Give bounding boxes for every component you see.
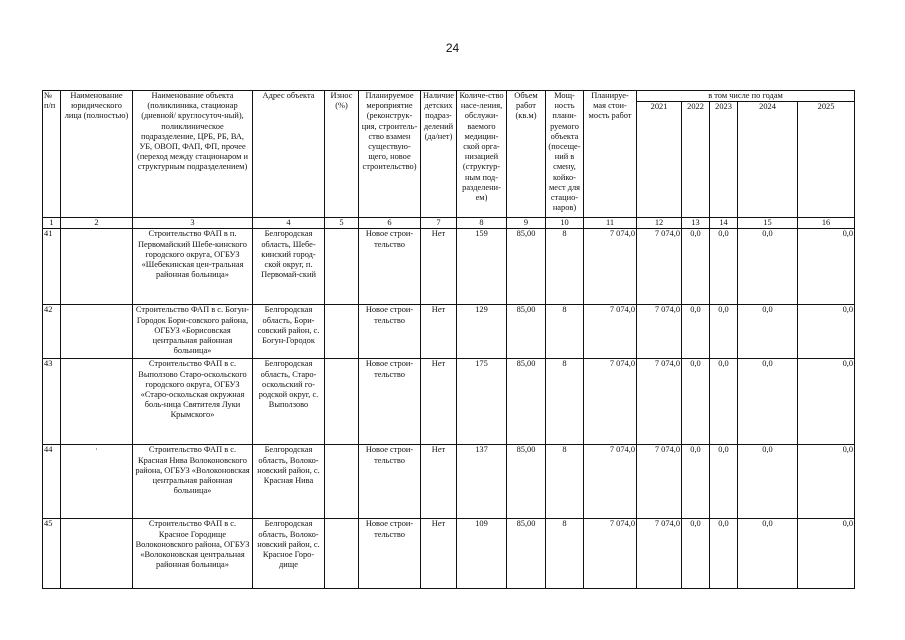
- wear-cell: [325, 359, 359, 445]
- address-cell: Белгородская область, Волоко-новский район, с. Красное Горо-дище: [253, 519, 325, 589]
- wear-cell: [325, 519, 359, 589]
- cost-cell: 7 074,0: [584, 305, 637, 359]
- population-cell: 137: [457, 445, 507, 519]
- object-cell: Строительство ФАП в с. Красное Городище Волоконовского района, ОГБУЗ «Волоконовская центральная районная больница»: [133, 519, 253, 589]
- year-2024-cell: 0,0: [738, 445, 798, 519]
- table-row: [43, 305, 855, 359]
- year-2025-cell: 0,0: [798, 229, 855, 305]
- year-2025-cell: 0,0: [798, 445, 855, 519]
- address-cell: Белгородская область, Старо-оскольский го-родской округ, с. Выползово: [253, 359, 325, 445]
- year-2022-cell: 0,0: [682, 229, 710, 305]
- year-2023-cell: 0,0: [710, 445, 738, 519]
- row-number: 41: [43, 229, 61, 305]
- column-number: 7: [421, 218, 457, 229]
- column-number: 5: [325, 218, 359, 229]
- year-2025-cell: 0,0: [798, 305, 855, 359]
- entity-cell: [61, 359, 133, 445]
- children-cell: Нет: [421, 519, 457, 589]
- facilities-table: [42, 90, 855, 589]
- volume-cell: 85,00: [507, 519, 546, 589]
- cost-cell: 7 074,0: [584, 445, 637, 519]
- column-number: 4: [253, 218, 325, 229]
- column-number: 16: [798, 218, 855, 229]
- header-num: № п/п: [43, 91, 61, 218]
- row-number: 42: [43, 305, 61, 359]
- year-2023-cell: 0,0: [710, 229, 738, 305]
- entity-cell: [61, 519, 133, 589]
- measure-cell: Новое строи-тельство: [359, 519, 421, 589]
- header-cost: Планируе-мая стои-мость работ: [584, 91, 637, 218]
- column-number: 2: [61, 218, 133, 229]
- year-2024-cell: 0,0: [738, 305, 798, 359]
- children-cell: Нет: [421, 359, 457, 445]
- column-number: 8: [457, 218, 507, 229]
- table-row: [43, 445, 855, 519]
- entity-cell: ·: [61, 445, 133, 519]
- address-cell: Белгородская область, Шебе-кинский город-ской округ, п. Первомай-ский: [253, 229, 325, 305]
- year-2024-cell: 0,0: [738, 229, 798, 305]
- entity-cell: [61, 305, 133, 359]
- column-number: 1: [43, 218, 61, 229]
- year-2021-cell: 7 074,0: [637, 519, 682, 589]
- wear-cell: [325, 229, 359, 305]
- capacity-cell: 8: [546, 519, 584, 589]
- object-cell: Строительство ФАП в с. Красная Нива Волоконовского района, ОГБУЗ «Волоконовская центральная районная больница»: [133, 445, 253, 519]
- column-number-row: [43, 218, 855, 229]
- year-2024-cell: 0,0: [738, 519, 798, 589]
- population-cell: 129: [457, 305, 507, 359]
- year-2022-cell: 0,0: [682, 359, 710, 445]
- year-2022-cell: 0,0: [682, 305, 710, 359]
- page-number: 24: [445, 41, 460, 55]
- row-number: 45: [43, 519, 61, 589]
- wear-cell: [325, 305, 359, 359]
- column-number: 13: [682, 218, 710, 229]
- object-cell: Строительство ФАП в с. Выползово Старо-оскольского городского округа, ОГБУЗ «Старо-оскольская окружная боль-ница Святителя Луки Крымского»: [133, 359, 253, 445]
- table-row: [43, 519, 855, 589]
- header-children: Наличие детских подраз-делений (да/нет): [421, 91, 457, 218]
- volume-cell: 85,00: [507, 305, 546, 359]
- population-cell: 175: [457, 359, 507, 445]
- year-2023-cell: 0,0: [710, 305, 738, 359]
- column-number: 12: [637, 218, 682, 229]
- measure-cell: Новое строи-тельство: [359, 229, 421, 305]
- header-row: [43, 91, 855, 102]
- column-number: 10: [546, 218, 584, 229]
- header-volume: Объем работ (кв.м): [507, 91, 546, 218]
- year-2021-cell: 7 074,0: [637, 229, 682, 305]
- header-year-2024: 2024: [738, 102, 798, 218]
- object-cell: Строительство ФАП в с. Богун-Городок Бори-совского района, ОГБУЗ «Борисовская центральная районная больница»: [133, 305, 253, 359]
- address-cell: Белгородская область, Бори-совский район, с. Богун-Городок: [253, 305, 325, 359]
- row-number: 43: [43, 359, 61, 445]
- header-entity: Наименование юридического лица (полностью): [61, 91, 133, 218]
- header-object: Наименование объекта (поликлиника, стационар (дневной/ круглосуточ-ный), поликлиническое подразделение, ЦРБ, РБ, ВА, УБ, ОВОП, ФАП, ФП, прочее (переход между стационаром и структурным подразделением): [133, 91, 253, 218]
- children-cell: Нет: [421, 305, 457, 359]
- header-year-2022: 2022: [682, 102, 710, 218]
- header-population: Количе-ство насе-ления, обслужи-ваемого медицин-ской орга-низацией (структур-ным под-разделени-ем): [457, 91, 507, 218]
- table-row: [43, 359, 855, 445]
- capacity-cell: 8: [546, 305, 584, 359]
- measure-cell: Новое строи-тельство: [359, 359, 421, 445]
- header-years-group: в том числе по годам: [637, 91, 855, 102]
- year-2022-cell: 0,0: [682, 519, 710, 589]
- population-cell: 109: [457, 519, 507, 589]
- year-2022-cell: 0,0: [682, 445, 710, 519]
- capacity-cell: 8: [546, 445, 584, 519]
- year-2021-cell: 7 074,0: [637, 445, 682, 519]
- year-2023-cell: 0,0: [710, 519, 738, 589]
- year-2021-cell: 7 074,0: [637, 359, 682, 445]
- column-number: 14: [710, 218, 738, 229]
- header-wear: Износ (%): [325, 91, 359, 218]
- measure-cell: Новое строи-тельство: [359, 445, 421, 519]
- header-capacity: Мощ-ность плани-руемого объекта (посеще-ний в смену, койко-мест для стацио-наров): [546, 91, 584, 218]
- children-cell: Нет: [421, 445, 457, 519]
- table-row: [43, 229, 855, 305]
- year-2021-cell: 7 074,0: [637, 305, 682, 359]
- volume-cell: 85,00: [507, 445, 546, 519]
- cost-cell: 7 074,0: [584, 359, 637, 445]
- header-year-2023: 2023: [710, 102, 738, 218]
- measure-cell: Новое строи-тельство: [359, 305, 421, 359]
- column-number: 15: [738, 218, 798, 229]
- year-2023-cell: 0,0: [710, 359, 738, 445]
- entity-cell: [61, 229, 133, 305]
- column-number: 6: [359, 218, 421, 229]
- header-year-2025: 2025: [798, 102, 855, 218]
- wear-cell: [325, 445, 359, 519]
- year-2025-cell: 0,0: [798, 359, 855, 445]
- children-cell: Нет: [421, 229, 457, 305]
- column-number: 11: [584, 218, 637, 229]
- row-number: 44: [43, 445, 61, 519]
- capacity-cell: 8: [546, 229, 584, 305]
- header-measure: Планируемое мероприятие (реконструк-ция, строитель-ство взамен существую-щего, новое строительство): [359, 91, 421, 218]
- cost-cell: 7 074,0: [584, 229, 637, 305]
- capacity-cell: 8: [546, 359, 584, 445]
- header-address: Адрес объекта: [253, 91, 325, 218]
- column-number: 3: [133, 218, 253, 229]
- volume-cell: 85,00: [507, 229, 546, 305]
- year-2024-cell: 0,0: [738, 359, 798, 445]
- cost-cell: 7 074,0: [584, 519, 637, 589]
- year-2025-cell: 0,0: [798, 519, 855, 589]
- volume-cell: 85,00: [507, 359, 546, 445]
- population-cell: 159: [457, 229, 507, 305]
- column-number: 9: [507, 218, 546, 229]
- object-cell: Строительство ФАП в п. Первомайский Шебе-кинского городского округа, ОГБУЗ «Шебекинская цен-тральная районная больница»: [133, 229, 253, 305]
- header-year-2021: 2021: [637, 102, 682, 218]
- address-cell: Белгородская область, Волоко-новский район, с. Красная Нива: [253, 445, 325, 519]
